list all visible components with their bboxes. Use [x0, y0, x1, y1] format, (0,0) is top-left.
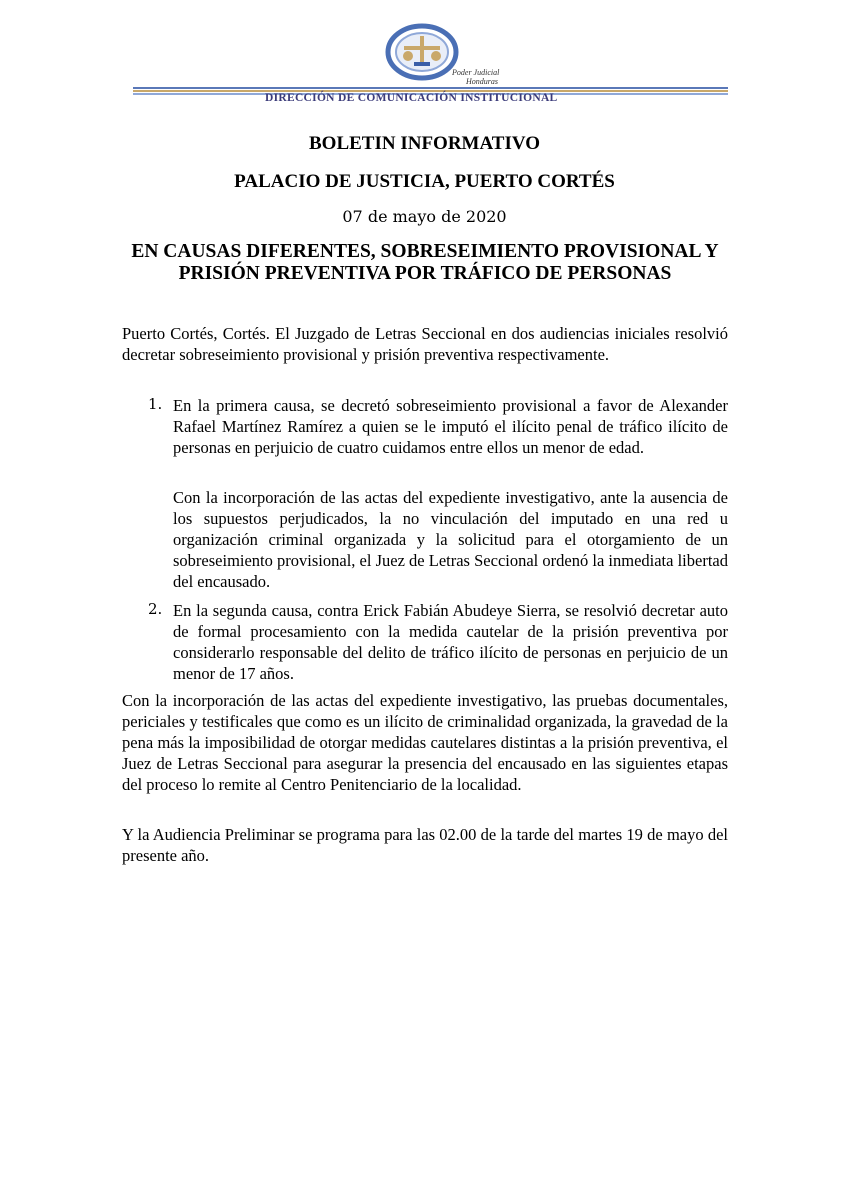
header-rule-blue	[133, 87, 728, 89]
list-item-1-continuation	[173, 487, 728, 592]
logo-caption-line-1: Poder Judicial	[452, 68, 500, 77]
list-item-number: 2.	[148, 600, 163, 618]
body-paragraph-1: Con la incorporación de las actas del expediente investigativo, las pruebas documentales, periciales y testificales que como es un ilícito de criminalidad organizada, la gravedad de la pena más la imposibilidad de otorgar medidas cautelares distintas a la prisión preventiva, el Juez de Letras Seccional para asegurar la presencia del encausado en las siguientes etapas del proceso lo remite al Centro Penitenciario de la localidad.	[122, 691, 728, 794]
intro-paragraph: Puerto Cortés, Cortés. El Juzgado de Letras Seccional en dos audiencias iniciales resolvió decretar sobreseimiento provisional y prisión preventiva respectivamente.	[122, 324, 728, 364]
department-name: DIRECCIÓN DE COMUNICACIÓN INSTITUCIONAL	[265, 92, 558, 104]
list-item-continuation-text: Con la incorporación de las actas del expediente investigativo, ante la ausencia de los supuestos perjudicados, la no vinculación del imputado en una red u organización criminal organizada y la solicitud para el otorgamiento de un sobreseimiento provisional, el Juez de Letras Seccional ordenó la inmediata libertad del encausado.	[173, 488, 728, 591]
logo-caption-line-2: Honduras	[466, 77, 499, 86]
list-item-2	[148, 600, 728, 684]
list-item-number: 1.	[148, 395, 163, 413]
location-title: PALACIO DE JUSTICIA, PUERTO CORTÉS	[234, 171, 615, 192]
logo-caption	[452, 68, 499, 86]
bulletin-title: BOLETIN INFORMATIVO	[309, 133, 540, 154]
headline: EN CAUSAS DIFERENTES, SOBRESEIMIENTO PROVISIONAL Y PRISIÓN PREVENTIVA POR TRÁFICO DE PERSONAS	[131, 241, 719, 284]
list-item-1	[148, 395, 728, 458]
body-paragraph-2: Y la Audiencia Preliminar se programa para las 02.00 de la tarde del martes 19 de mayo del presente año.	[122, 825, 728, 865]
list-item-text: En la segunda causa, contra Erick Fabián Abudeye Sierra, se resolvió decretar auto de formal procesamiento con la medida cautelar de la prisión preventiva por considerarlo responsable del delito de tráfico ilícito de personas en perjuicio de un menor de 17 años.	[173, 601, 728, 683]
bulletin-date: 07 de mayo de 2020	[342, 207, 507, 226]
list-item-text: En la primera causa, se decretó sobreseimiento provisional a favor de Alexander Rafael Martínez Ramírez a quien se le imputó el ilícito penal de tráfico ilícito de personas en perjuicio de cuatro cuidamos entre ellos un menor de edad.	[173, 396, 728, 457]
